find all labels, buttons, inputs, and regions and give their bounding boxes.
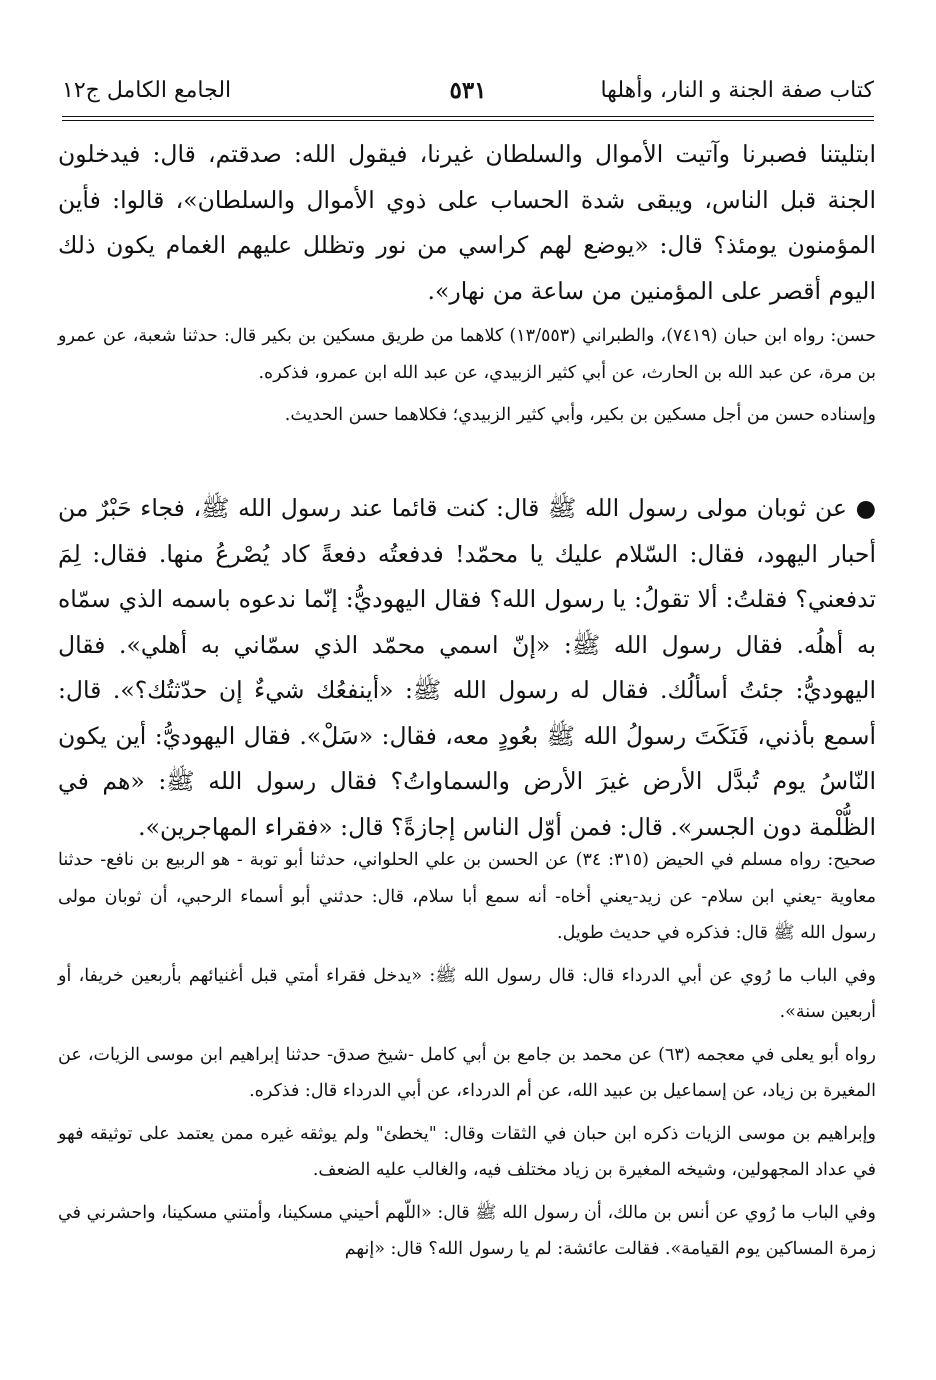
main-paragraph-2 <box>58 486 876 850</box>
main-paragraph-1 <box>58 132 876 314</box>
header-rule-bottom <box>62 120 874 121</box>
running-header <box>62 70 874 110</box>
takhrij-note-2: وإسناده حسن من أجل مسكين بن بكير، وأبي كثير الزبيدي؛ فكلاهما حسن الحديث. <box>284 405 876 425</box>
takhrij-note-5: رواه أبو يعلى في معجمه (٦٣) عن محمد بن جامع بن أبي كامل -شيخ صدق- حدثنا إبراهيم ابن موسى الزيات، عن المغيرة بن زياد، عن إسماعيل بن عبيد الله، عن أم الدرداء، عن أبي الدرداء قال: فذكره. <box>58 1044 876 1101</box>
takhrij-block-2 <box>58 842 876 1268</box>
takhrij-note-3: صحيح: رواه مسلم في الحيض (٣١٥: ٣٤) عن الحسن بن علي الحلواني، حدثنا أبو توبة - هو الربيع بن نافع- حدثنا معاوية -يعني ابن سلام- عن زيد-يعني أخاه- أنه سمع أبا سلام، قال: حدثني أبو أسماء الرحبي، أن ثوبان مولى رسول الله ﷺ قال: فذكره في حديث طويل. <box>58 850 876 943</box>
hadith-text-2: ● عن ثوبان مولى رسول الله ﷺ قال: كنت قائما عند رسول الله ﷺ، فجاء حَبْرٌ من أحبار اليهود، فقال: السّلام عليك يا محمّد! فدفعتُه دفعةً كاد يُصْرعُ منها. فقال: لِمَ تدفعني؟ فقلتُ: ألا تقولُ: يا رسول الله؟ فقال اليهوديُّ: إنّما ندعوه باسمه الذي سمّاه به أهلُه. فقال رسول الله ﷺ: «إنّ اسمي محمّد الذي سمّاني به أهلي». فقال اليهوديُّ: جئتُ أسألُك. فقال له رسول الله ﷺ: «أينفعُك شيءٌ إن حدّثتُك؟». قال: أسمع بأذني، فَنَكَتَ رسولُ الله ﷺ بعُودٍ معه، فقال: «سَلْ». فقال اليهوديُّ: أين يكون النّاسُ يوم تُبدَّل الأرض غيرَ الأرض والسماواتُ؟ فقال رسول الله ﷺ: «هم في الظُّلْمة دون الجسر». قال: فمن أوّل الناس إجازةً؟ قال: «فقراء المهاجرين». <box>58 494 876 841</box>
takhrij-note-1: حسن: رواه ابن حبان (٧٤١٩)، والطبراني (١٣/٥٥٣) كلاهما من طريق مسكين بن بكير قال: حدثنا شعبة، عن عمرو بن مرة، عن عبد الله بن الحارث، عن أبي كثير الزبيدي، عن عبد الله ابن عمرو، فذكره. <box>58 326 877 383</box>
page-number: ٥٣١ <box>449 76 487 104</box>
hadith-text-1: ابتليتنا فصبرنا وآتيت الأموال والسلطان غيرنا، فيقول الله: صدقتم، قال: فيدخلون الجنة قبل الناس، ويبقى شدة الحساب على ذوي الأموال والسلطان»، قالوا: فأين المؤمنون يومئذ؟ قال: «يوضع لهم كراسي من نور وتظلل عليهم الغمام يكون ذلك اليوم أقصر على المؤمنين من ساعة من نهار». <box>58 140 876 305</box>
takhrij-note-4: وفي الباب ما رُوي عن أبي الدرداء قال: قال رسول الله ﷺ: «يدخل فقراء أمتي قبل أغنيائهم بأربعين خريفا، أو أربعين سنة». <box>58 965 876 1022</box>
takhrij-note-7: وفي الباب ما رُوي عن أنس بن مالك، أن رسول الله ﷺ قال: «اللّهم أحيني مسكينا، وأمتني مسكينا، واحشرني في زمرة المساكين يوم القيامة». فقالت عائشة: لم يا رسول الله؟ قال: «إنهم <box>58 1202 876 1259</box>
header-rule-top <box>62 116 874 117</box>
takhrij-note-6: وإبراهيم بن موسى الزيات ذكره ابن حبان في الثقات وقال: "يخطئ" ولم يوثقه غيره ممن يعتمد على توثيقه فهو في عداد المجهولين، وشيخه المغيرة بن زياد مختلف فيه، والغالب عليه الضعف. <box>58 1123 876 1180</box>
chapter-title: كتاب صفة الجنة و النار، وأهلها <box>600 77 874 103</box>
book-title: الجامع الكامل ج١٢ <box>62 77 232 103</box>
takhrij-block-1 <box>58 318 876 434</box>
